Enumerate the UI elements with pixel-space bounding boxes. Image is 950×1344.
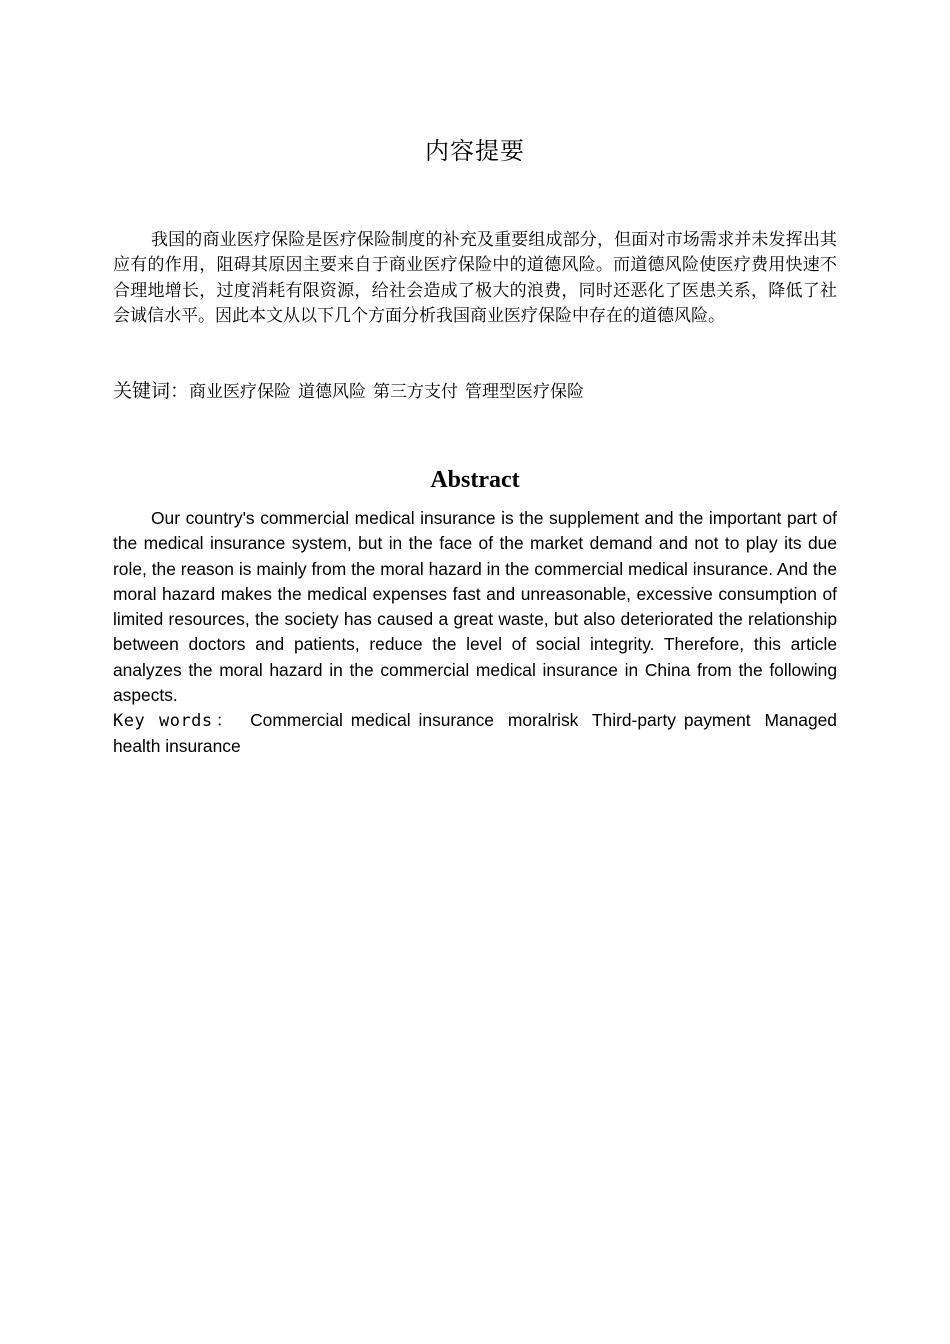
english-keywords-label: Key words： <box>113 711 237 731</box>
chinese-keyword: 道德风险 <box>298 382 367 402</box>
english-keyword: Managed health insurance <box>113 710 837 757</box>
english-keyword: Commercial medical insurance <box>250 710 494 730</box>
english-keyword: Third-party payment <box>591 710 751 730</box>
chinese-abstract-body: 我国的商业医疗保险是医疗保险制度的补充及重要组成部分，但面对市场需求并未发挥出其应有的作用，阻碍其原因主要来自于商业医疗保险中的道德风险。而道德风险使医疗费用快速不合理地增长，过度消耗有限资源，给社会造成了极大的浪费，同时还恶化了医患关系，降低了社会诚信水平。因此本文从以下几个方面分析我国商业医疗保险中存在的道德风险。 <box>113 230 837 326</box>
chinese-abstract-title: 内容提要 <box>425 137 525 165</box>
english-abstract-body: Our country's commercial medical insurance is the supplement and the important part of the medical insurance system, but in the face of the market demand and not to play its due role, the reason is mainly from the moral hazard in the commercial medical insurance. And the moral hazard makes the medical expenses fast and unreasonable, excessive consumption of limited resources, the society has caused a great waste, but also deteriorated the relationship between doctors and patients, reduce the level of social integrity. Therefore, this article analyzes the moral hazard in the commercial medical insurance in China from the following aspects. <box>113 508 837 706</box>
chinese-keyword: 管理型医疗保险 <box>465 382 585 402</box>
chinese-keywords-label: 关键词： <box>113 380 190 402</box>
english-keyword: moralrisk <box>507 710 579 730</box>
english-keywords <box>113 708 837 760</box>
english-abstract-title: Abstract <box>430 467 520 493</box>
chinese-keywords <box>113 378 837 405</box>
chinese-keyword: 商业医疗保险 <box>189 382 292 402</box>
chinese-keyword: 第三方支付 <box>373 382 459 402</box>
